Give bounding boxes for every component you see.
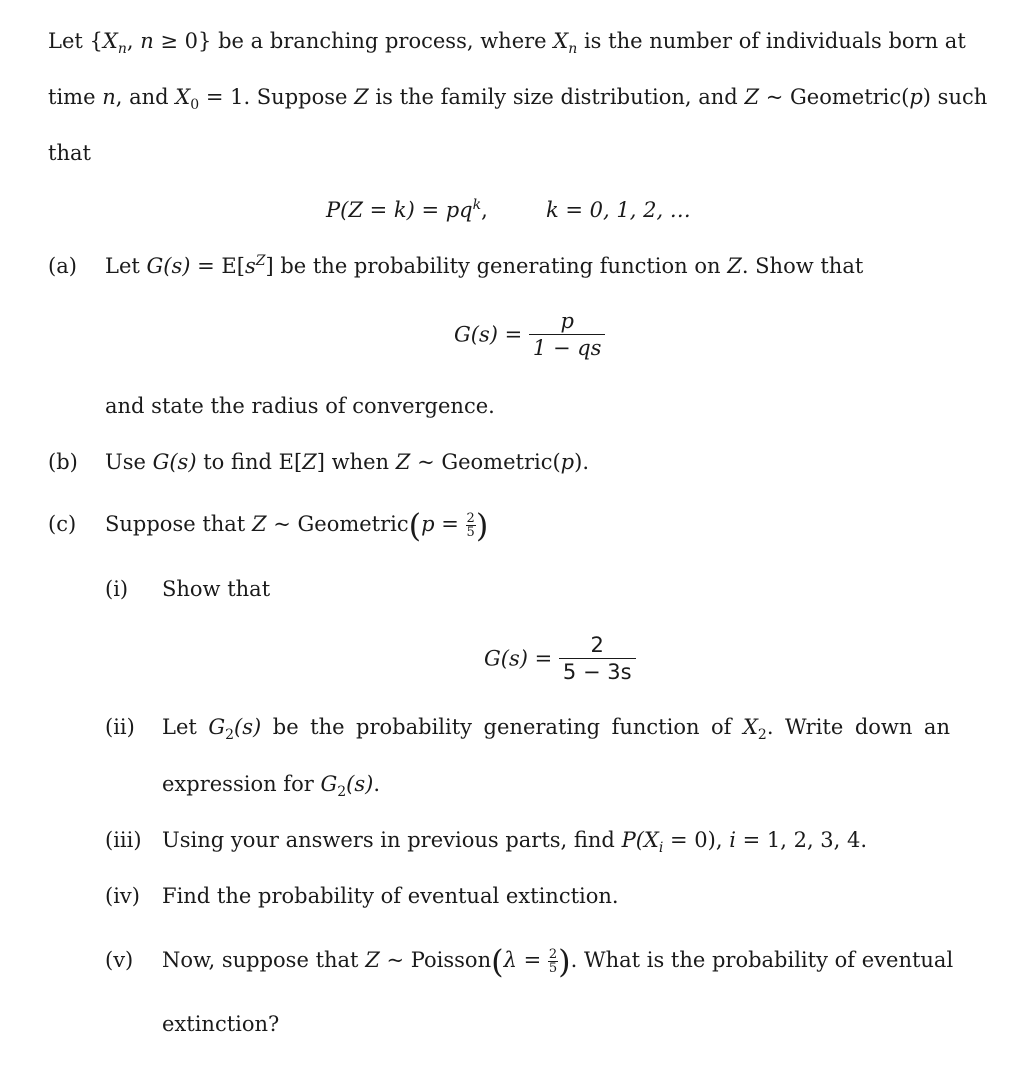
sub-ii-span: . Write down an: [766, 715, 950, 739]
sub-v-span: λ =: [503, 948, 542, 972]
sub-iii-span: = 0),: [670, 828, 723, 852]
sub-v-frac-num: 2: [548, 947, 558, 962]
part-c-frac-den: 5: [466, 525, 475, 540]
part-a-fraction: [529, 308, 606, 361]
sub-ii-span: .: [373, 772, 380, 796]
pmf-range: [546, 196, 691, 224]
part-b-span: ] when: [316, 450, 390, 474]
part-a-denominator: 1 − qs: [529, 334, 606, 361]
part-b-text: [105, 448, 589, 476]
sub-i-equation: [484, 632, 636, 685]
intro-text: ) such: [922, 85, 988, 109]
sub-v-span: Now, suppose that: [162, 948, 359, 972]
intro-text: is the number of individuals born at: [583, 29, 966, 53]
pmf-equation: [326, 196, 488, 224]
sub-iii-label: (iii): [105, 828, 142, 852]
part-b-span: to find E[: [203, 450, 303, 474]
intro-text: be a branching process, where: [218, 29, 547, 53]
part-b-label: (b): [48, 450, 78, 474]
sub-iii-text: Using your answers in previous parts, find $P(X_i = 0)$, i = 1, 2, 3, 4.: [162, 828, 868, 857]
part-a-numerator: p: [560, 309, 574, 333]
part-a-eq-lhs: G(s) =: [454, 322, 523, 347]
part-a-span: Z: [727, 254, 742, 278]
sub-ii-span: Let: [162, 715, 197, 739]
sub-iii-span: Using your answers in previous parts, find: [162, 828, 615, 852]
part-c-span: p =: [421, 512, 459, 536]
sub-v-line-2: extinction?: [162, 1012, 280, 1036]
sub-ii-text: Let $G_2(s)$ be the probability generating function of $X_2$. Write down an: [162, 715, 950, 744]
part-b-span: Use: [105, 450, 146, 474]
intro-text: ~ Geometric(: [765, 85, 910, 109]
part-b-span: G(s): [152, 450, 197, 474]
part-a-span: = E[: [197, 254, 245, 278]
part-a-span: . Show that: [741, 254, 864, 278]
sub-iii-span: = 1, 2, 3, 4.: [742, 828, 868, 852]
intro-line-2: time n, and $X_0 = 1$. Suppose Z is the family size distribution, and Z ~ Geometric(p) such: [48, 85, 988, 114]
part-c-label: (c): [48, 512, 77, 536]
pmf-comma: ,: [481, 198, 488, 222]
intro-text: Let {: [48, 29, 103, 53]
sub-v-text: Now, suppose that Z ~ Poisson(λ = $\frac{2}{5}$ ). What is the probability of eventual: [162, 942, 954, 981]
part-b-span: Z: [395, 450, 411, 474]
part-b-span: p: [560, 450, 575, 474]
part-a-span: G(s): [146, 254, 191, 278]
intro-text: = 1. Suppose: [205, 85, 348, 109]
sub-ii-label: (ii): [105, 715, 135, 739]
sub-ii-line-2: expression for $G_2(s)$.: [162, 772, 380, 801]
intro-text: time: [48, 85, 96, 109]
sub-ii-span: be the probability generating function of: [272, 715, 732, 739]
intro-text: is the family size distribution, and: [375, 85, 738, 109]
part-c-span: Suppose that: [105, 512, 246, 536]
sub-v-fraction: [548, 948, 558, 975]
intro-text: , and: [115, 85, 169, 109]
part-a-span: ] be the probability generating function on: [265, 254, 721, 278]
pmf-lhs: P(Z = k) = pq: [326, 198, 473, 222]
sub-i-eq-lhs: G(s) =: [484, 646, 553, 671]
part-a-label: (a): [48, 254, 77, 278]
sub-v-span: ~ Poisson: [386, 948, 492, 972]
sub-i-denominator: 5 − 3s: [559, 658, 636, 685]
sub-v-frac-den: 5: [548, 961, 558, 976]
part-c-frac-num: 2: [466, 511, 475, 526]
sub-iv-label: (iv): [105, 884, 140, 908]
sub-i-numerator: 2: [590, 633, 604, 657]
sub-v-span: Z: [365, 948, 380, 972]
part-c-fraction: [466, 512, 476, 539]
sub-ii-span: expression for: [162, 772, 314, 796]
part-b-span: ).: [574, 450, 589, 474]
part-b-span: Z: [302, 450, 317, 474]
sub-i-label: (i): [105, 577, 129, 601]
part-a-text: Let $G(s) = E[s^Z]$ be the probability generating function on Z. Show that: [105, 253, 864, 278]
intro-line-1: Let {$X_n$, n ≥ 0} be a branching process, where $X_n$ is the number of individuals born at: [48, 29, 966, 58]
sub-i-text: Show that: [162, 577, 271, 601]
part-a-equation: [454, 308, 605, 361]
intro-line-3: that: [48, 141, 91, 165]
part-c-text: Suppose that Z ~ Geometric(p = $\frac{2}{5}$ ): [105, 506, 489, 545]
sub-v-span: . What is the probability of eventual: [570, 948, 954, 972]
sub-v-label: (v): [105, 948, 134, 972]
part-a-after: and state the radius of convergence.: [105, 394, 495, 418]
part-a-span: Let: [105, 254, 140, 278]
sub-i-fraction: [559, 632, 636, 685]
part-b-span: ~ Geometric(: [417, 450, 561, 474]
part-c-span: Z: [251, 512, 267, 536]
pmf-range-text: k = 0, 1, 2, …: [546, 198, 691, 222]
pmf-exponent: k: [472, 197, 482, 213]
part-c-span: ~ Geometric: [273, 512, 409, 536]
sub-iv-text: Find the probability of eventual extinction.: [162, 884, 619, 908]
